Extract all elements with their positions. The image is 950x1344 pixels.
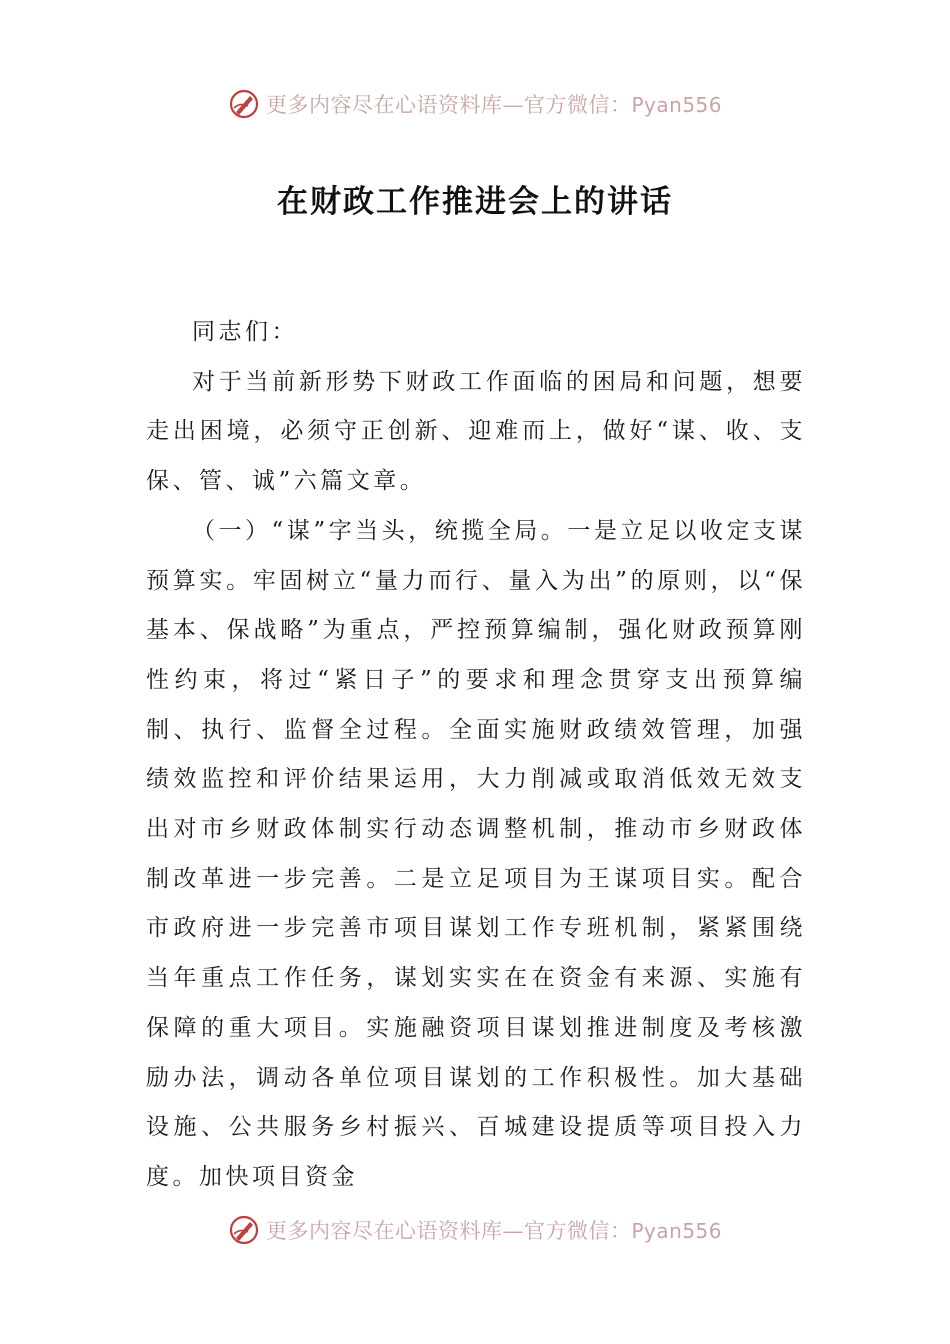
document-body xyxy=(146,308,806,1203)
paragraph-section-1: （一）“谋”字当头，统揽全局。一是立足以收定支谋预算实。牢固树立“量力而行、量入为出”的原则，以“保基本、保战略”为重点，严控预算编制，强化财政预算刚性约束，将过“紧日子”的要求和理念贯穿支出预算编制、执行、监督全过程。全面实施财政绩效管理，加强绩效监控和评价结果运用，大力削减或取消低效无效支出对市乡财政体制实行动态调整机制，推动市乡财政体制改革进一步完善。二是立足项目为王谋项目实。配合市政府进一步完善市项目谋划工作专班机制，紧紧围绕当年重点工作任务，谋划实实在在资金有来源、实施有保障的重大项目。实施融资项目谋划推进制度及考核激励办法，调动各单位项目谋划的工作积极性。加大基础设施、公共服务乡村振兴、百城建设提质等项目投入力度。加快项目资金 xyxy=(146,517,806,1190)
pen-circle-logo-icon xyxy=(228,1214,260,1246)
paragraph-intro: 对于当前新形势下财政工作面临的困局和问题，想要走出困境，必须守正创新、迎难而上，做好“谋、收、支保、管、诚”六篇文章。 xyxy=(146,368,806,495)
pen-circle-logo-icon xyxy=(228,88,260,120)
watermark-text: 更多内容尽在心语资料库—官方微信：Pyan556 xyxy=(265,1219,722,1243)
watermark-banner-top xyxy=(0,84,950,124)
watermark-text: 更多内容尽在心语资料库—官方微信：Pyan556 xyxy=(265,93,722,117)
watermark-banner-bottom xyxy=(0,1210,950,1250)
greeting: 同志们： xyxy=(192,319,298,345)
page-title: 在财政工作推进会上的讲话 xyxy=(277,184,673,220)
